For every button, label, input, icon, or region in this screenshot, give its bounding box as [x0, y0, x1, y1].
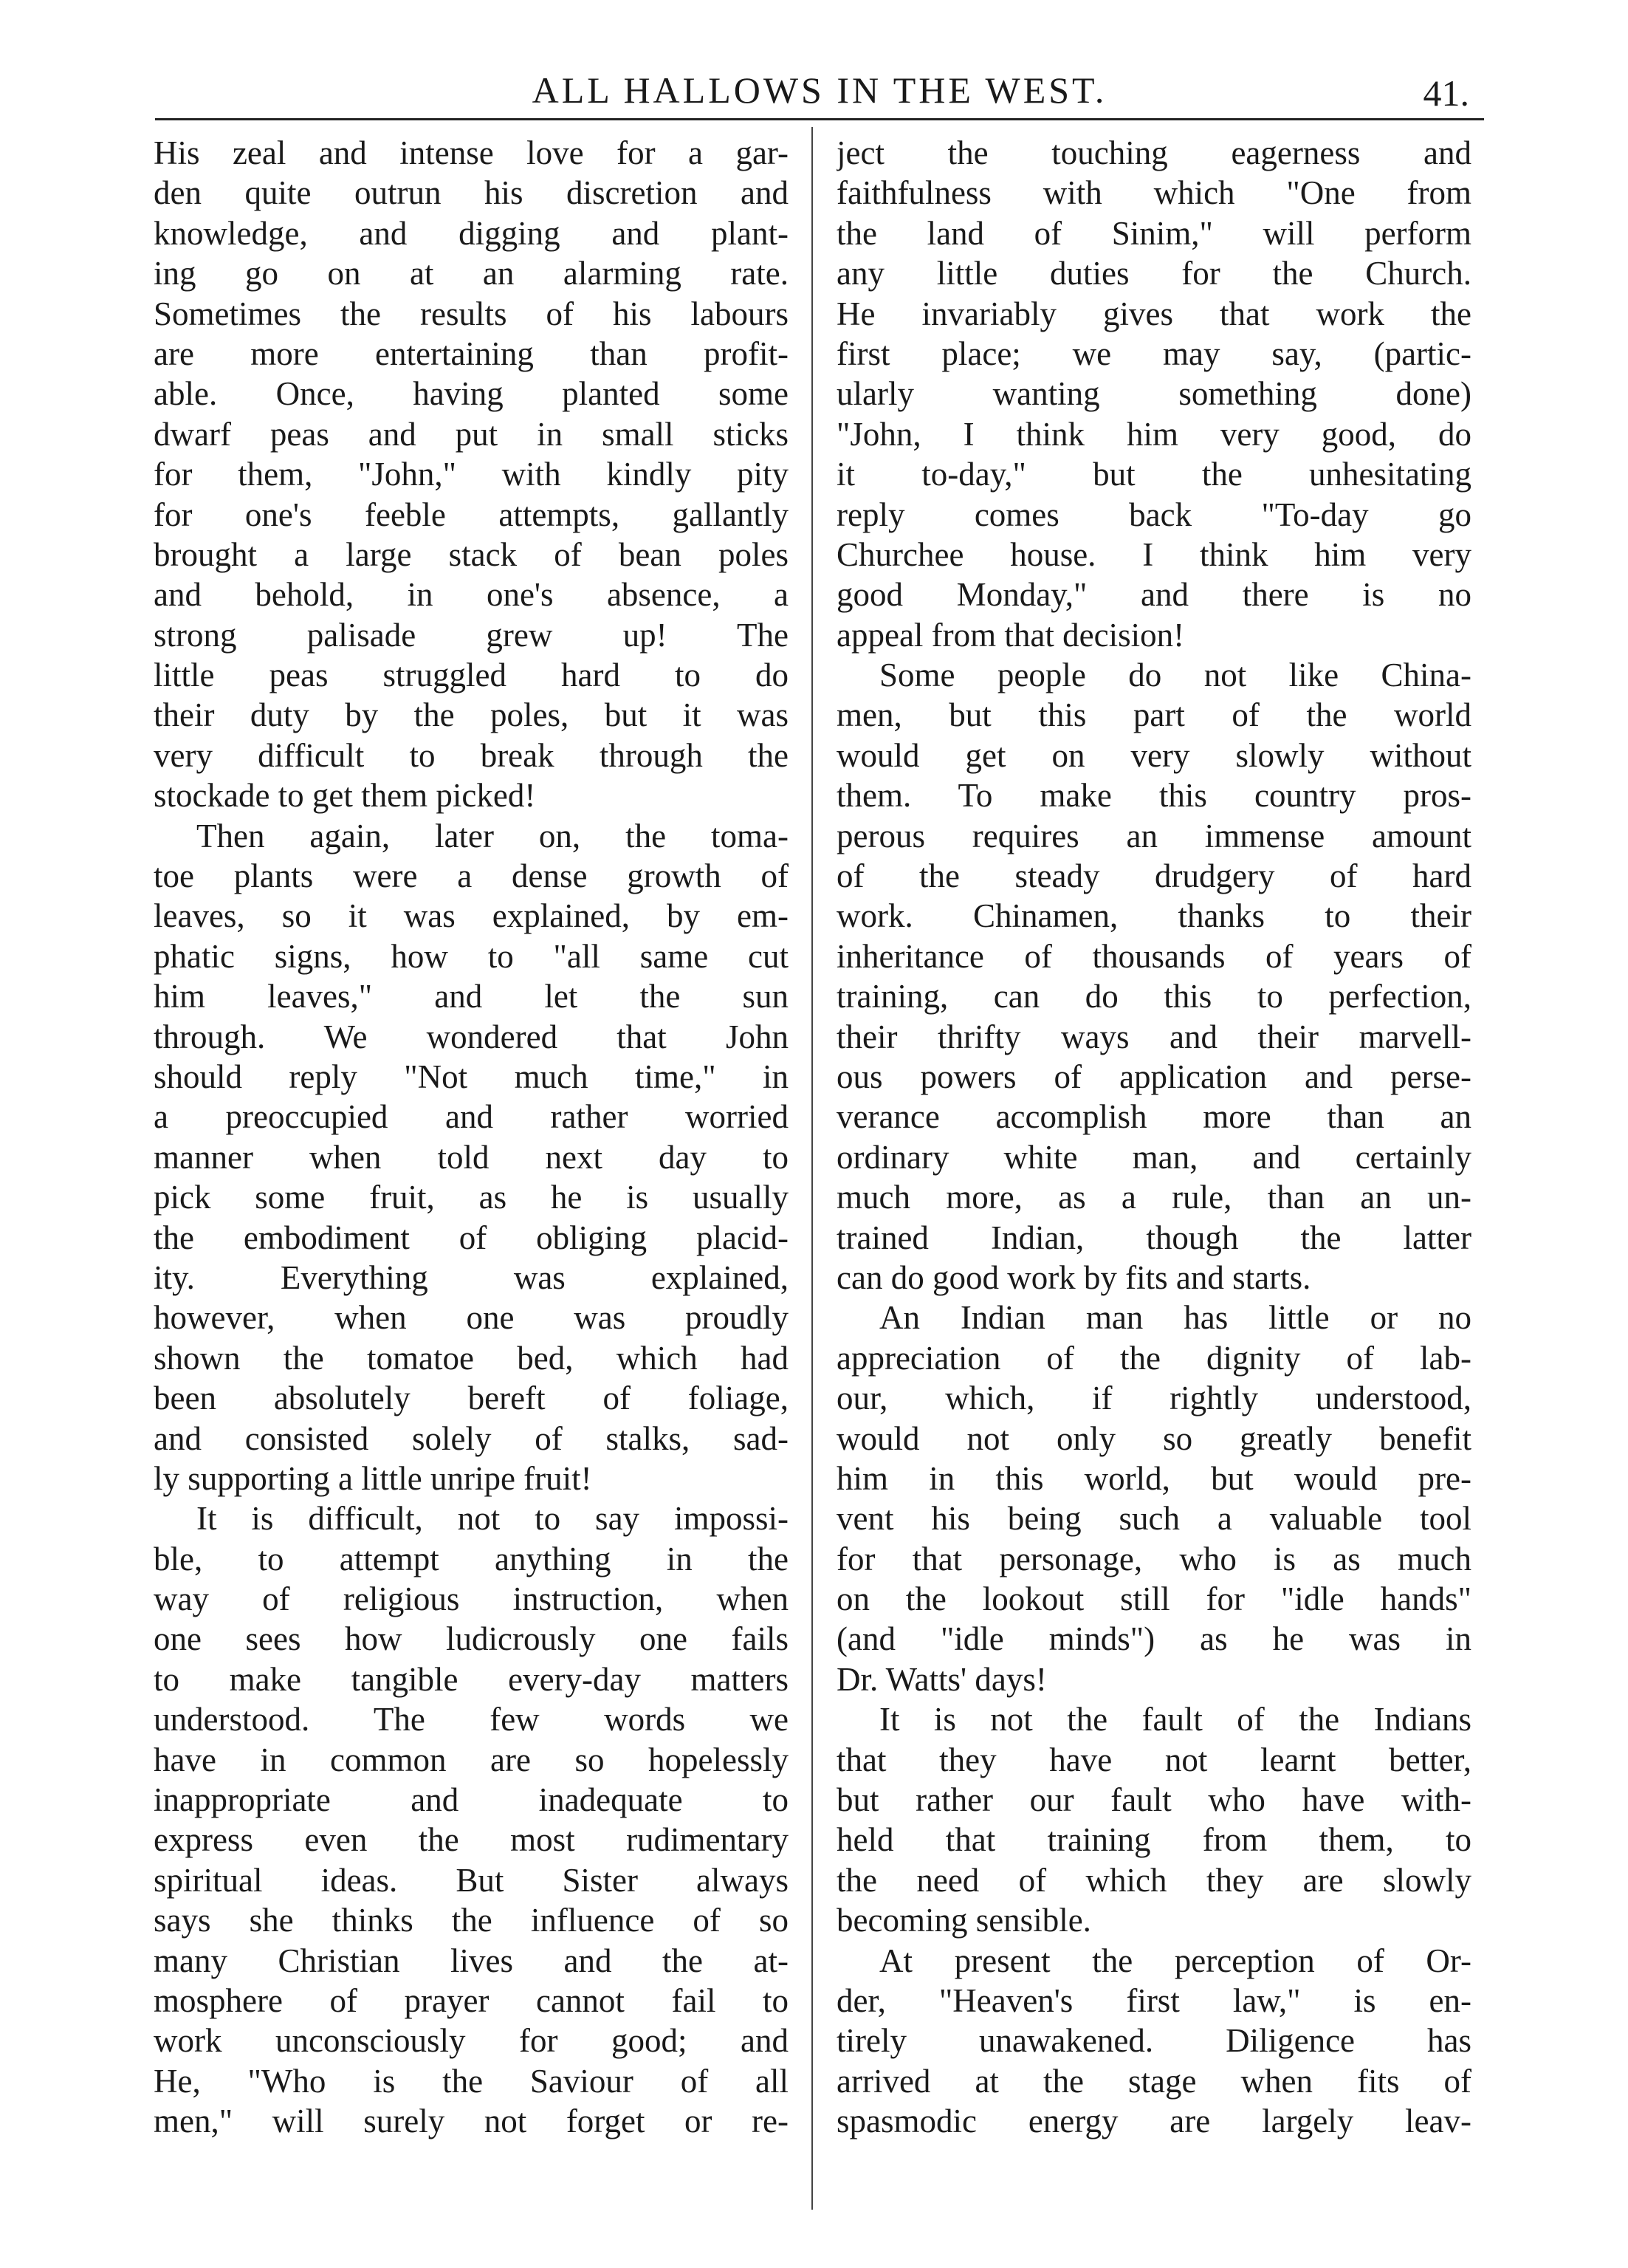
text-line: His zeal and intense love for a gar-: [154, 134, 789, 171]
text-line: their thrifty ways and their marvell-: [837, 1018, 1471, 1055]
text-line: An Indian man has little or no: [879, 1299, 1471, 1337]
text-line: any little duties for the Church.: [837, 255, 1471, 292]
text-line: would not only so greatly benefit: [837, 1419, 1471, 1457]
text-line: tirely unawakened. Diligence has: [837, 2022, 1471, 2060]
text-line: have in common are so hopelessly: [154, 1741, 789, 1778]
left-text-column: [154, 133, 789, 2216]
text-line: vent his being such a valuable tool: [837, 1500, 1471, 1538]
text-line: are more entertaining than profit-: [154, 335, 789, 372]
text-line: and behold, in one's absence, a: [154, 576, 789, 614]
text-line: can do good work by fits and starts.: [837, 1258, 1311, 1296]
text-line: inheritance of thousands of years of: [837, 937, 1471, 975]
text-line: would get on very slowly without: [837, 736, 1471, 774]
text-line: trained Indian, though the latter: [837, 1219, 1471, 1256]
text-line: much more, as a rule, than an un-: [837, 1179, 1471, 1216]
text-line: Dr. Watts' days!: [837, 1660, 1047, 1698]
text-line: stockade to get them picked!: [154, 777, 536, 815]
text-line: spasmodic energy are largely leav-: [837, 2103, 1471, 2140]
text-line: through. We wondered that John: [154, 1018, 789, 1055]
text-line: to make tangible every-day matters: [154, 1660, 789, 1698]
text-line: He invariably gives that work the: [837, 295, 1471, 332]
text-line: He, "Who is the Saviour of all: [154, 2062, 789, 2100]
text-line: ly supporting a little unripe fruit!: [154, 1459, 592, 1497]
text-line: spiritual ideas. But Sister always: [154, 1861, 789, 1899]
text-line: him leaves," and let the sun: [154, 978, 789, 1015]
text-line: appeal from that decision!: [837, 616, 1185, 654]
text-line: ity. Everything was explained,: [154, 1258, 789, 1296]
text-line: ing go on at an alarming rate.: [154, 255, 789, 292]
text-line: den quite outrun his discretion and: [154, 174, 789, 212]
text-line: leaves, so it was explained, by em-: [154, 897, 789, 935]
text-line: him in this world, but would pre-: [837, 1459, 1471, 1497]
text-line: Sometimes the results of his labours: [154, 295, 789, 332]
text-line: understood. The few words we: [154, 1701, 789, 1738]
text-line: it to-day," but the unhesitating: [837, 456, 1471, 493]
text-line: brought a large stack of bean poles: [154, 535, 789, 573]
text-line: been absolutely bereft of foliage,: [154, 1380, 789, 1417]
text-line: ularly wanting something done): [837, 375, 1471, 413]
text-line: men," will surely not forget or re-: [154, 2103, 789, 2140]
text-line: At present the perception of Or-: [879, 1942, 1471, 1979]
text-line: ble, to attempt anything in the: [154, 1540, 789, 1577]
text-line: Some people do not like China-: [879, 657, 1471, 694]
text-line: says she thinks the influence of so: [154, 1902, 789, 1939]
text-line: perous requires an immense amount: [837, 817, 1471, 854]
text-line: the land of Sinim," will perform: [837, 214, 1471, 252]
text-line: pick some fruit, as he is usually: [154, 1179, 789, 1216]
text-line: inappropriate and inadequate to: [154, 1781, 789, 1819]
text-line: Then again, later on, the toma-: [196, 817, 789, 854]
text-line: on the lookout still for "idle hands": [837, 1580, 1471, 1618]
text-line: men, but this part of the world: [837, 696, 1471, 734]
running-header: [155, 68, 1484, 112]
text-line: reply comes back "To-day go: [837, 496, 1471, 533]
text-line: many Christian lives and the at-: [154, 1942, 789, 1979]
header-rule: [155, 118, 1484, 120]
column-divider: [811, 127, 813, 2210]
text-line: It is not the fault of the Indians: [879, 1701, 1471, 1738]
text-line: work unconsciously for good; and: [154, 2022, 789, 2060]
text-line: their duty by the poles, but it was: [154, 696, 789, 734]
text-line: good Monday," and there is no: [837, 576, 1471, 614]
text-line: able. Once, having planted some: [154, 375, 789, 413]
text-line: the embodiment of obliging placid-: [154, 1219, 789, 1256]
text-line: dwarf peas and put in small sticks: [154, 415, 789, 453]
text-line: appreciation of the dignity of lab-: [837, 1339, 1471, 1377]
text-line: very difficult to break through the: [154, 736, 789, 774]
text-line: ous powers of application and perse-: [837, 1058, 1471, 1095]
text-line: one sees how ludicrously one fails: [154, 1620, 789, 1658]
text-line: verance accomplish more than an: [837, 1098, 1471, 1136]
text-line: training, can do this to perfection,: [837, 978, 1471, 1015]
text-line: ordinary white man, and certainly: [837, 1138, 1471, 1176]
text-line: way of religious instruction, when: [154, 1580, 789, 1618]
running-title: ALL HALLOWS IN THE WEST.: [532, 69, 1107, 111]
text-line: work. Chinamen, thanks to their: [837, 897, 1471, 935]
text-line: for that personage, who is as much: [837, 1540, 1471, 1577]
text-line: of the steady drudgery of hard: [837, 857, 1471, 895]
text-line: and consisted solely of stalks, sad-: [154, 1419, 789, 1457]
text-line: ject the touching eagerness and: [837, 134, 1471, 171]
text-line: "John, I think him very good, do: [837, 415, 1471, 453]
text-line: (and "idle minds") as he was in: [837, 1620, 1471, 1658]
text-line: arrived at the stage when fits of: [837, 2062, 1471, 2100]
text-line: the need of which they are slowly: [837, 1861, 1471, 1899]
text-line: becoming sensible.: [837, 1902, 1091, 1939]
text-line: but rather our fault who have with-: [837, 1781, 1471, 1819]
text-line: a preoccupied and rather worried: [154, 1098, 789, 1136]
text-line: that they have not learnt better,: [837, 1741, 1471, 1778]
text-line: faithfulness with which "One from: [837, 174, 1471, 212]
text-line: It is difficult, not to say impossi-: [196, 1500, 789, 1538]
text-line: should reply "Not much time," in: [154, 1058, 789, 1095]
text-line: phatic signs, how to "all same cut: [154, 937, 789, 975]
text-line: manner when told next day to: [154, 1138, 789, 1176]
text-line: toe plants were a dense growth of: [154, 857, 789, 895]
text-line: for them, "John," with kindly pity: [154, 456, 789, 493]
page-number: 41.: [1423, 72, 1469, 114]
text-line: express even the most rudimentary: [154, 1821, 789, 1859]
text-line: der, "Heaven's first law," is en-: [837, 1981, 1471, 2019]
text-line: little peas struggled hard to do: [154, 657, 789, 694]
text-line: knowledge, and digging and plant-: [154, 214, 789, 252]
text-line: mosphere of prayer cannot fail to: [154, 1981, 789, 2019]
text-line: however, when one was proudly: [154, 1299, 789, 1337]
text-line: first place; we may say, (partic-: [837, 335, 1471, 372]
text-line: them. To make this country pros-: [837, 777, 1471, 815]
text-line: Churchee house. I think him very: [837, 535, 1471, 573]
text-line: strong palisade grew up! The: [154, 616, 789, 654]
right-text-column: [837, 133, 1471, 2216]
text-line: for one's feeble attempts, gallantly: [154, 496, 789, 533]
text-line: held that training from them, to: [837, 1821, 1471, 1859]
text-line: our, which, if rightly understood,: [837, 1380, 1471, 1417]
text-line: shown the tomatoe bed, which had: [154, 1339, 789, 1377]
